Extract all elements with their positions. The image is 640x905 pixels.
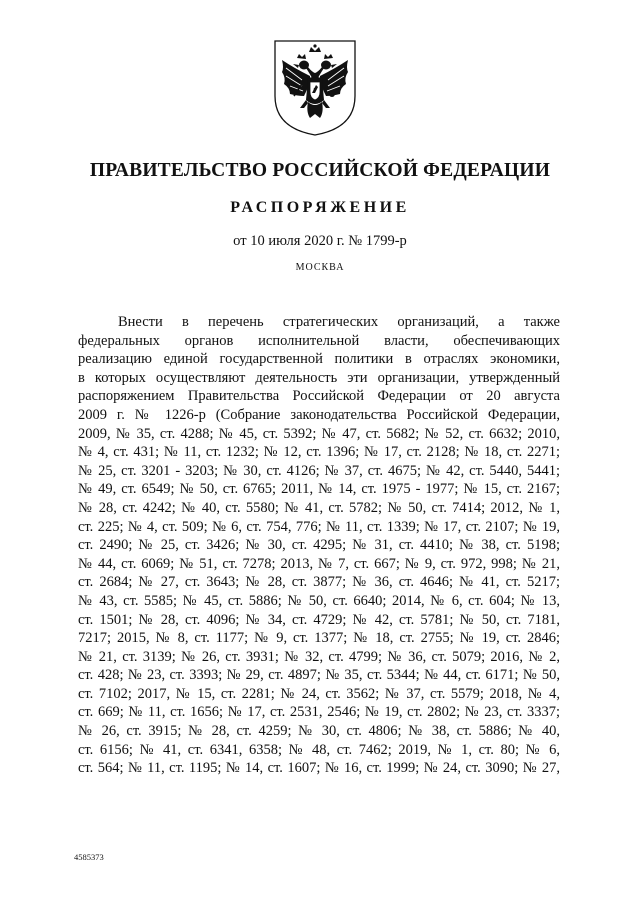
- body-line: Внести в перечень стратегических организаций, а также: [118, 314, 560, 330]
- body-line: ст. 2684; № 27, ст. 3643; № 28, ст. 3877; № 36, ст. 4646; № 41, ст. 5217;: [78, 574, 560, 591]
- body-line: ст. 669; № 11, ст. 1656; № 17, ст. 2531, 2546; № 19, ст. 2802; № 23, ст. 3337;: [78, 704, 560, 721]
- body-line: в которых осуществляют деятельность эти организации, утвержденный: [78, 369, 560, 386]
- body-line: 7217; 2015, № 8, ст. 1177; № 9, ст. 1377; № 18, ст. 2755; № 19, ст. 2846;: [78, 630, 560, 647]
- document-date-number: от 10 июля 2020 г. № 1799-р: [233, 233, 407, 249]
- body-line: распоряжением Правительства Российской Федерации от 20 августа: [78, 388, 560, 405]
- body-line: № 26, ст. 3915; № 28, ст. 4259; № 30, ст. 4806; № 38, ст. 5886; № 40,: [78, 723, 560, 740]
- body-line: № 43, ст. 5585; № 45, ст. 5886; № 50, ст. 6640; 2014, № 6, ст. 604; № 13,: [78, 592, 560, 609]
- body-line: № 25, ст. 3201 - 3203; № 30, ст. 4126; № 37, ст. 4675; № 42, ст. 5440, 5441;: [78, 462, 560, 479]
- body-line: ст. 6156; № 41, ст. 6341, 6358; № 48, ст. 7462; 2019, № 1, ст. 80; № 6,: [78, 741, 560, 758]
- body-line: № 4, ст. 431; № 11, ст. 1232; № 12, ст. 1396; № 17, ст. 2128; № 18, ст. 2271;: [78, 444, 560, 461]
- body-line: ст. 2490; № 25, ст. 3426; № 30, ст. 4295; № 31, ст. 4410; № 38, ст. 5198;: [78, 537, 560, 554]
- body-line: ст. 225; № 4, ст. 509; № 6, ст. 754, 776; № 11, ст. 1339; № 17, ст. 2107; № 19,: [78, 518, 560, 535]
- russian-coat-of-arms-icon: [272, 38, 358, 138]
- body-line: ст. 428; № 23, ст. 3393; № 29, ст. 4897; № 35, ст. 5344; № 44, ст. 6171; № 50,: [78, 667, 560, 684]
- document-code: 4585373: [74, 852, 104, 862]
- body-line: федеральных органов исполнительной власти, обеспечивающих: [78, 332, 560, 349]
- document-type: РАСПОРЯЖЕНИЕ: [230, 199, 410, 216]
- body-line: 2009 г. № 1226-р (Собрание законодательства Российской Федерации,: [78, 406, 560, 423]
- body-line: № 44, ст. 6069; № 51, ст. 7278; 2013, № 7, ст. 667; № 9, ст. 972, 998; № 21,: [78, 555, 560, 572]
- document-city: МОСКВА: [295, 262, 345, 273]
- government-title: ПРАВИТЕЛЬСТВО РОССИЙСКОЙ ФЕДЕРАЦИИ: [89, 160, 551, 181]
- body-line: 2009, № 35, ст. 4288; № 45, ст. 5392; № 47, ст. 5682; № 52, ст. 6632; 2010,: [78, 425, 560, 442]
- body-line: ст. 7102; 2017, № 15, ст. 2281; № 24, ст. 3562; № 37, ст. 5579; 2018, № 4,: [78, 685, 560, 702]
- body-line: ст. 1501; № 28, ст. 4096; № 34, ст. 4729; № 42, ст. 5781; № 50, ст. 7181,: [78, 611, 560, 628]
- body-line: реализацию единой государственной политики в отраслях экономики,: [78, 351, 560, 368]
- body-line: № 28, ст. 4242; № 40, ст. 5580; № 41, ст. 5782; № 50, ст. 7414; 2012, № 1,: [78, 499, 560, 516]
- body-line: ст. 564; № 11, ст. 1195; № 14, ст. 1607; № 16, ст. 1999; № 24, ст. 3090; № 27,: [78, 760, 560, 777]
- body-line: № 49, ст. 6549; № 50, ст. 6765; 2011, № 14, ст. 1975 - 1977; № 15, ст. 2167;: [78, 481, 560, 498]
- body-line: № 21, ст. 3139; № 26, ст. 3931; № 32, ст. 4799; № 36, ст. 5079; 2016, № 2,: [78, 648, 560, 665]
- document-body: [78, 313, 560, 778]
